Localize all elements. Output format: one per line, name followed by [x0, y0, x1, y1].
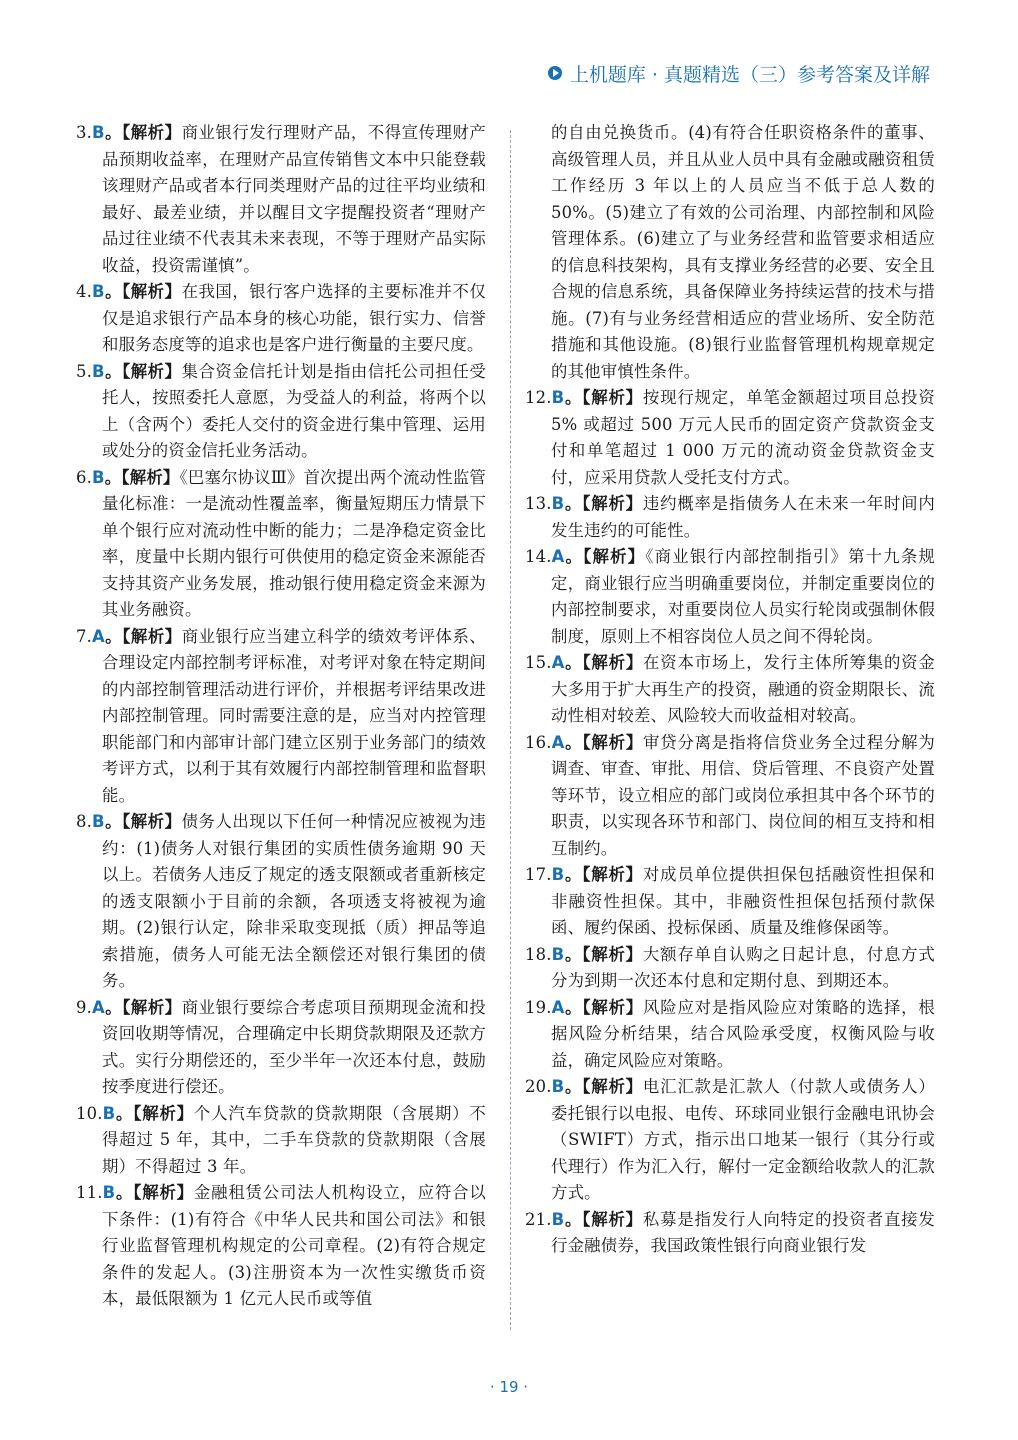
analysis-tag: 。【解析】 [564, 1077, 643, 1096]
answer-item [525, 995, 935, 1075]
question-number: 20. [525, 1077, 552, 1096]
answer-letter: B [92, 812, 105, 831]
question-number: 7. [76, 626, 93, 646]
answer-letter: B [102, 1103, 116, 1123]
explanation-text: 违约概率是指债务人在未来一年时间内发生违约的可能性。 [551, 494, 935, 540]
answer-item [525, 544, 935, 650]
question-number: 12. [525, 388, 552, 407]
answer-letter: A [551, 653, 565, 672]
answer-item [76, 279, 486, 359]
answer-item [76, 624, 486, 810]
arrow-right-icon [548, 66, 562, 80]
analysis-tag: 。【解析】 [115, 1103, 194, 1123]
explanation-text: 《巴塞尔协议Ⅲ》首次提出两个流动性监管量化标准：一是流动性覆盖率，衡量短期压力情景下单个银行应对流动性中断的能力；二是净稳定资金比率，度量中长期内银行可供使用的稳定资金来源能否支持其资产业务发展，推动银行使用稳定资金来源为其业务融资。 [102, 467, 486, 619]
analysis-tag: 。【解析】 [104, 997, 182, 1017]
analysis-tag: 。【解析】 [104, 812, 182, 831]
explanation-text: 商业银行应当建立科学的绩效考评体系、合理设定内部控制考评标准，对考评对象在特定期间的内部控制管理活动进行评价，并根据考评结果改进内部控制管理。同时需要注意的是，应当对内控管理职能部门和内部审计部门建立区别于业务部门的绩效考评方式，以利于其有效履行内部控制管理和监督职能。 [102, 626, 486, 805]
answer-item [525, 491, 935, 544]
right-column [525, 120, 935, 1260]
explanation-text: 商业银行发行理财产品，不得宣传理财产品预期收益率，在理财产品宣传销售文本中只能登载该理财产品或者本行同类理财产品的过往平均业绩和最好、最差业绩，并以醒目文字提醒投资者“理财产品过往业绩不代表其未来表现，不等于理财产品实际收益，投资需谨慎”。 [102, 123, 486, 275]
answer-letter: A [551, 732, 565, 752]
answer-letter: A [92, 997, 105, 1017]
answer-item [525, 1207, 935, 1260]
question-number: 9. [76, 997, 93, 1017]
question-number: 4. [76, 282, 93, 301]
answer-item [76, 120, 486, 279]
question-number: 5. [76, 361, 93, 381]
analysis-tag: 。【解析】 [564, 997, 644, 1017]
answer-letter: B [551, 494, 565, 513]
explanation-text: 债务人出现以下任何一种情况应被视为违约：(1)债务人对银行集团的实质性债务逾期 90 天以上。若债务人违反了规定的透支限额或者重新核定的透支限额小于目前的余额，各项透支将被视为逾期。(2)银行认定，除非采取变现抵（质）押品等追索措施，债务人可能无法全额偿还对银行集团的债务。 [102, 812, 486, 990]
analysis-tag: 。【解析】 [564, 494, 643, 513]
answer-item [525, 650, 935, 730]
analysis-tag: 。【解析】 [104, 123, 182, 142]
answer-item [76, 995, 486, 1101]
page-number: · 19 · [489, 1378, 529, 1396]
answer-letter: B [92, 282, 105, 301]
analysis-tag: 。【解析】 [104, 282, 182, 301]
question-number: 14. [525, 547, 552, 566]
answer-item [525, 862, 935, 942]
analysis-tag: 。【解析】 [564, 388, 643, 407]
explanation-text: 个人汽车贷款的贷款期限（含展期）不得超过 5 年，其中，二手车贷款的贷款期限（含展期）不得超过 3 年。 [102, 1103, 486, 1176]
question-number: 11. [76, 1183, 103, 1202]
answer-letter: A [551, 547, 565, 566]
analysis-tag: 。【解析】 [564, 865, 643, 884]
explanation-text: 风险应对是指风险应对策略的选择，根据风险分析结果，结合风险承受度，权衡风险与收益，确定风险应对策略。 [551, 997, 935, 1070]
answer-letter: A [551, 997, 565, 1017]
question-number: 10. [76, 1103, 103, 1123]
answer-letter: B [102, 1183, 116, 1202]
continuation-paragraph: 的自由兑换货币。(4)有符合任职资格条件的董事、高级管理人员，并且从业人员中具有金融或融资租赁工作经历 3 年以上的人员应当不低于总人数的 50%。(5)建立了有效的公司治理、内部控制和风险管理体系。(6)建立了与业务经营和监管要求相适应的信息科技架构，具有支撑业务经营的必要、安全且合规的信息系统，具备保障业务持续运营的技术与措施。(7)有与业务经营相适应的营业场所、安全防范措施和其他设施。(8)银行业监督管理机构规章规定的其他审慎性条件。 [551, 123, 935, 381]
answer-letter: B [551, 865, 565, 884]
answer-item [525, 942, 935, 995]
answer-letter: B [92, 467, 105, 487]
analysis-tag: 。【解析】 [104, 361, 182, 381]
question-number: 18. [525, 944, 552, 964]
header-title: 上机题库 · 真题精选（三）参考答案及详解 [569, 63, 930, 86]
answer-item [525, 385, 935, 491]
question-number: 17. [525, 865, 552, 884]
explanation-text: 集合资金信托计划是指由信托公司担任受托人，按照委托人意愿，为受益人的利益，将两个以上（含两个）委托人交付的资金进行集中管理、运用或处分的资金信托业务活动。 [102, 361, 486, 460]
question-number: 21. [525, 1209, 552, 1229]
answer-item [76, 465, 486, 624]
analysis-tag: 。【解析】 [564, 944, 643, 964]
answer-letter: B [551, 1077, 565, 1096]
explanation-text: 在我国，银行客户选择的主要标准并不仅仅是追求银行产品本身的核心功能，银行实力、信誉和服务态度等的追求也是客户进行衡量的主要尺度。 [102, 282, 486, 354]
explanation-text: 审贷分离是指将信贷业务全过程分解为调查、审查、审批、用信、贷后管理、不良资产处置等环节，设立相应的部门或岗位承担其中各个环节的职责，以实现各环节和部门、岗位间的相互支持和相互制约。 [551, 732, 935, 858]
question-number: 8. [76, 812, 93, 831]
answer-letter: A [92, 626, 105, 646]
answer-item [76, 809, 486, 995]
question-number: 6. [76, 467, 93, 487]
explanation-text: 商业银行要综合考虑项目预期现金流和投资回收期等情况，合理确定中长期贷款期限及还款方式。实行分期偿还的，至少半年一次还本付息，鼓励按季度进行偿还。 [102, 997, 486, 1096]
analysis-tag: 。【解析】 [564, 732, 644, 752]
column-divider [510, 130, 511, 1330]
answer-item [76, 1101, 486, 1181]
explanation-text: 《商业银行内部控制指引》第十九条规定，商业银行应当明确重要岗位，并制定重要岗位的内部控制要求，对重要岗位人员实行轮岗或强制休假制度，原则上不相容岗位人员之间不得轮岗。 [551, 547, 935, 646]
answer-letter: B [92, 123, 105, 142]
analysis-tag: 。【解析】 [564, 1209, 643, 1229]
explanation-text: 私募是指发行人向特定的投资者直接发行金融债券，我国政策性银行向商业银行发 [551, 1209, 935, 1255]
analysis-tag: 。【解析】 [104, 626, 182, 646]
question-number: 13. [525, 494, 552, 513]
explanation-text: 电汇汇款是汇款人（付款人或债务人）委托银行以电报、电传、环球同业银行金融电讯协会（SWIFT）方式，指示出口地某一银行（其分行或代理行）作为汇入行，解付一定金额给收款人的汇款方式。 [551, 1077, 935, 1202]
answer-item [76, 359, 486, 465]
analysis-tag: 。【解析】 [115, 1183, 194, 1202]
answer-letter: B [551, 944, 565, 964]
question-number: 19. [525, 997, 552, 1017]
page-header [548, 58, 930, 88]
explanation-text: 大额存单自认购之日起计息，付息方式分为到期一次还本付息和定期付息、到期还本。 [551, 944, 935, 990]
explanation-text: 在资本市场上，发行主体所筹集的资金大多用于扩大再生产的投资，融通的资金期限长、流动性相对较差、风险较大而收益相对较高。 [551, 653, 935, 725]
analysis-tag: 。【解析】 [564, 547, 646, 566]
answer-letter: B [92, 361, 105, 381]
explanation-text: 按现行规定，单笔金额超过项目总投资 5% 或超过 500 万元人民币的固定资产贷款资金支付和单笔超过 1 000 万元的流动资金贷款资金支付，应采用贷款人受托支付方式。 [551, 388, 935, 487]
question-number: 16. [525, 732, 552, 752]
answer-item [76, 1180, 486, 1313]
question-number: 3. [76, 123, 93, 142]
explanation-text: 对成员单位提供担保包括融资性担保和非融资性担保。其中，非融资性担保包括预付款保函、履约保函、投标保函、质量及维修保函等。 [551, 865, 935, 937]
analysis-tag: 。【解析】 [104, 467, 180, 487]
answer-item [525, 730, 935, 863]
explanation-text: 金融租赁公司法人机构设立，应符合以下条件：(1)有符合《中华人民共和国公司法》和银行业监督管理机构规定的公司章程。(2)有符合规定条件的发起人。(3)注册资本为一次性实缴货币资本，最低限额为 1 亿元人民币或等值 [102, 1183, 486, 1308]
left-column [76, 120, 486, 1313]
answer-letter: B [551, 388, 565, 407]
analysis-tag: 。【解析】 [564, 653, 644, 672]
question-number: 15. [525, 653, 552, 672]
answer-item [525, 1074, 935, 1207]
answer-letter: B [551, 1209, 565, 1229]
